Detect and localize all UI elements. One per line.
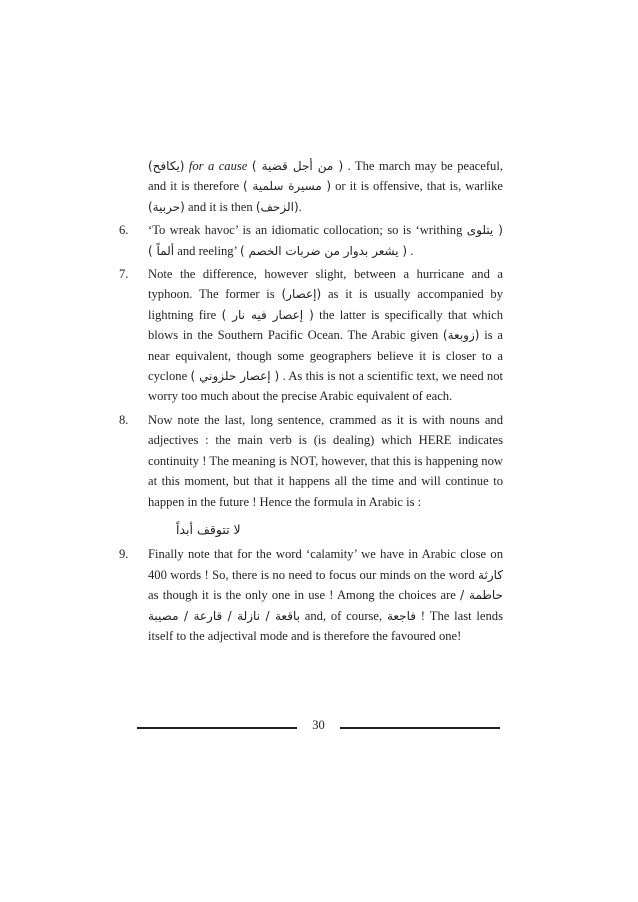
arabic-term: كارثة — [478, 567, 503, 582]
arabic-term: (الزحف) — [255, 199, 299, 214]
text-run: and, of course, — [304, 608, 383, 623]
arabic-term: ( إعصار فيه نار ) — [221, 307, 314, 322]
text-run: . The march may be peaceful, — [347, 159, 503, 173]
text-run: ‘To wreak havoc’ is an idiomatic collocation; so is ‘writhing — [148, 223, 463, 238]
arabic-term: حاطمة / باقعة / نازلة / قارعة / مصيبة — [148, 588, 504, 623]
arabic-term: (يكافح) — [148, 159, 185, 173]
arabic-term: (حربية) — [148, 199, 185, 214]
footer-rule-left — [137, 727, 297, 729]
body-text — [119, 156, 503, 646]
footer-rule-right — [340, 727, 500, 729]
text-run: . — [410, 243, 414, 258]
text-run: and it is therefore — [148, 179, 240, 194]
text-run: and reeling’ — [177, 243, 237, 258]
text-run: the latter is specifically that which blows in the Southern Pacific Ocean. The Arabic given — [148, 307, 503, 343]
text-run: or it is offensive, that is, warlike — [335, 179, 503, 194]
item-number: 9. — [119, 547, 129, 562]
list-item-8 — [119, 410, 503, 512]
text-run: Now note the last, long sentence, crammed as it is with nouns and adjectives : the main verb is (is dealing) which HERE indicates continuity ! The meaning is NOT, however, that this is happening now at this moment, but that it happens all the time and will continue to happen in the future ! Hence the formula in Arabic is : — [148, 412, 503, 509]
arabic-term: (زوبعة) — [442, 328, 480, 343]
arabic-term: (إعصار) — [281, 287, 322, 302]
paragraph-5-continued — [119, 156, 503, 217]
item-number: 8. — [119, 412, 129, 427]
arabic-term: ( يتلوى ألماً ) — [148, 223, 503, 258]
arabic-term: ( إعصار حلزوني ) — [190, 369, 280, 384]
item-number: 7. — [119, 267, 129, 282]
text-run: as it is usually accompanied by lightning fire — [148, 287, 504, 322]
page-number: 30 — [312, 718, 325, 732]
page-footer — [137, 717, 500, 737]
arabic-term: فاجعة — [386, 608, 416, 623]
arabic-formula — [119, 520, 503, 540]
arabic-term: ( يشعر بدوار من ضربات الخصم ) — [239, 243, 408, 258]
list-item-9 — [119, 544, 503, 646]
item-number: 6. — [119, 223, 129, 238]
text-run: is a near equivalent, though some geographers believe it is closer to a cyclone — [148, 328, 503, 384]
text-run: . — [298, 199, 302, 214]
text-run: as though it is the only one in use ! Among the choices are — [148, 588, 456, 603]
arabic-term: ( مسيرة سلمية ) — [243, 179, 332, 194]
list-item-6 — [119, 220, 503, 261]
text-run: . As this is not a scientific text, we need not worry too much about the precise Arabic equivalent of each. — [148, 369, 504, 404]
italic-phrase: for a cause — [188, 159, 248, 173]
text-run: and it is then — [187, 199, 253, 214]
text-run: ! The last lends itself to the adjectival mode and is therefore the favoured one! — [148, 608, 503, 643]
list-item-7 — [119, 264, 503, 407]
text-run: Finally note that for the word ‘calamity’ we have in Arabic close on 400 words ! So, there is no need to focus our minds on the word — [148, 547, 503, 582]
arabic-formula-text: لا تتوقف أبداً — [176, 521, 241, 537]
text-run: Note the difference, however slight, between a hurricane and a typhoon. The former is — [148, 267, 503, 302]
arabic-term: ( من أجل قضية ) — [251, 159, 344, 173]
